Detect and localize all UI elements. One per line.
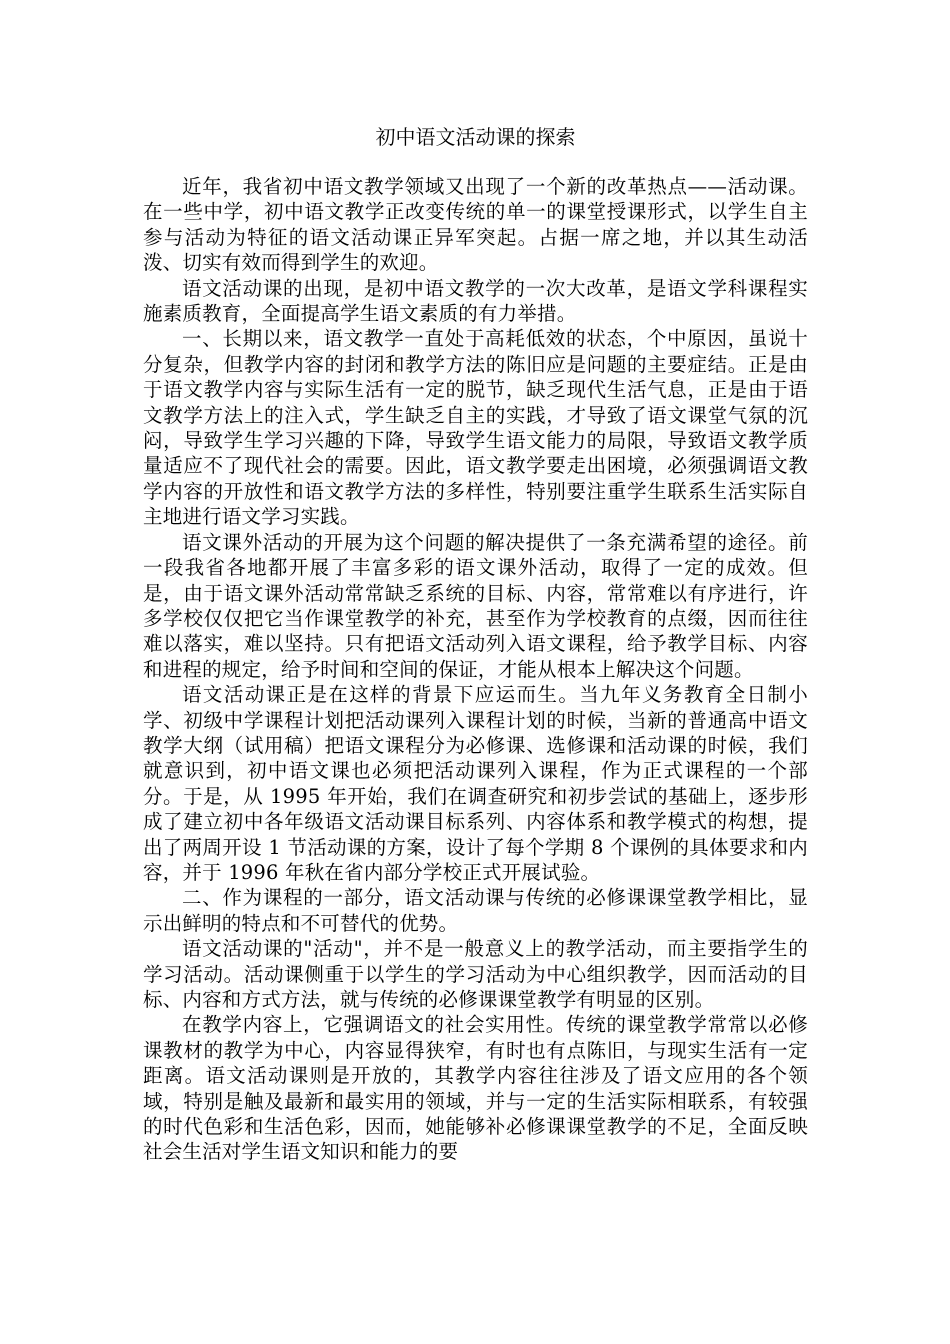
document-page bbox=[143, 120, 808, 1165]
paragraph: 近年，我省初中语文教学领域又出现了一个新的改革热点——活动课。在一些中学，初中语文教学正改变传统的单一的课堂授课形式，以学生自主参与活动为特征的语文活动课正异军突起。占据一席之地，并以其生动活泼、切实有效而得到学生的欢迎。 bbox=[143, 175, 808, 275]
paragraph: 二、作为课程的一部分，语文活动课与传统的必修课课堂教学相比，显示出鲜明的特点和不可替代的优势。 bbox=[143, 886, 808, 935]
paragraph: 语文活动课的"活动"，并不是一般意义上的教学活动，而主要指学生的学习活动。活动课侧重于以学生的学习活动为中心组织教学，因而活动的目标、内容和方式方法，就与传统的必修课课堂教学有明显的区别。 bbox=[143, 937, 808, 1011]
paragraph: 在教学内容上，它强调语文的社会实用性。传统的课堂教学常常以必修课教材的教学为中心，内容显得狭窄，有时也有点陈旧，与现实生活有一定距离。语文活动课则是开放的，其教学内容往往涉及了语文应用的各个领域，特别是触及最新和最实用的领域，并与一定的生活实际相联系，有较强的时代色彩和生活色彩，因而，她能够补必修课课堂教学的不足，全面反映社会生活对学生语文知识和能力的要 bbox=[143, 1013, 808, 1164]
paragraph: 语文活动课的出现，是初中语文教学的一次大改革，是语文学科课程实施素质教育，全面提高学生语文素质的有力举措。 bbox=[143, 276, 808, 326]
paragraph: 一、长期以来，语文教学一直处于高耗低效的状态，个中原因，虽说十分复杂，但教学内容的封闭和教学方法的陈旧应是问题的主要症结。正是由于语文教学内容与实际生活有一定的脱节，缺乏现代生活气息，正是由于语文教学方法上的注入式，学生缺乏自主的实践，才导致了语文课堂气氛的沉闷，导致学生学习兴趣的下降，导致学生语文能力的局限，导致语文教学质量适应不了现代社会的需要。因此，语文教学要走出困境，必须强调语文教学内容的开放性和语文教学方法的多样性，特别要注重学生联系生活实际自主地进行语文学习实践。 bbox=[143, 327, 808, 529]
paragraph: 语文活动课正是在这样的背景下应运而生。当九年义务教育全日制小学、初级中学课程计划把活动课列入课程计划的时候，当新的普通高中语文教学大纲（试用稿）把语文课程分为必修课、选修课和活动课的时候，我们就意识到，初中语文课也必须把活动课列入课程，作为正式课程的一个部分。于是，从 1995 年开始，我们在调查研究和初步尝试的基础上，逐步形成了建立初中各年级语文活动课目标系列、内容体系和教学模式的构想，提出了两周开设 1 节活动课的方案，设计了每个学期 8 个课例的具体要求和内容，并于 1996 年秋在省内部分学校正式开展试验。 bbox=[143, 683, 808, 884]
paragraph: 语文课外活动的开展为这个问题的解决提供了一条充满希望的途径。前一段我省各地都开展了丰富多彩的语文课外活动，取得了一定的成效。但是，由于语文课外活动常常缺乏系统的目标、内容，常常难以有序进行，许多学校仅仅把它当作课堂教学的补充，甚至作为学校教育的点缀，因而往往难以落实，难以坚持。只有把语文活动列入语文课程，给予教学目标、内容和进程的规定，给予时间和空间的保证，才能从根本上解决这个问题。 bbox=[143, 530, 808, 681]
document-title: 初中语文活动课的探索 bbox=[375, 125, 576, 149]
